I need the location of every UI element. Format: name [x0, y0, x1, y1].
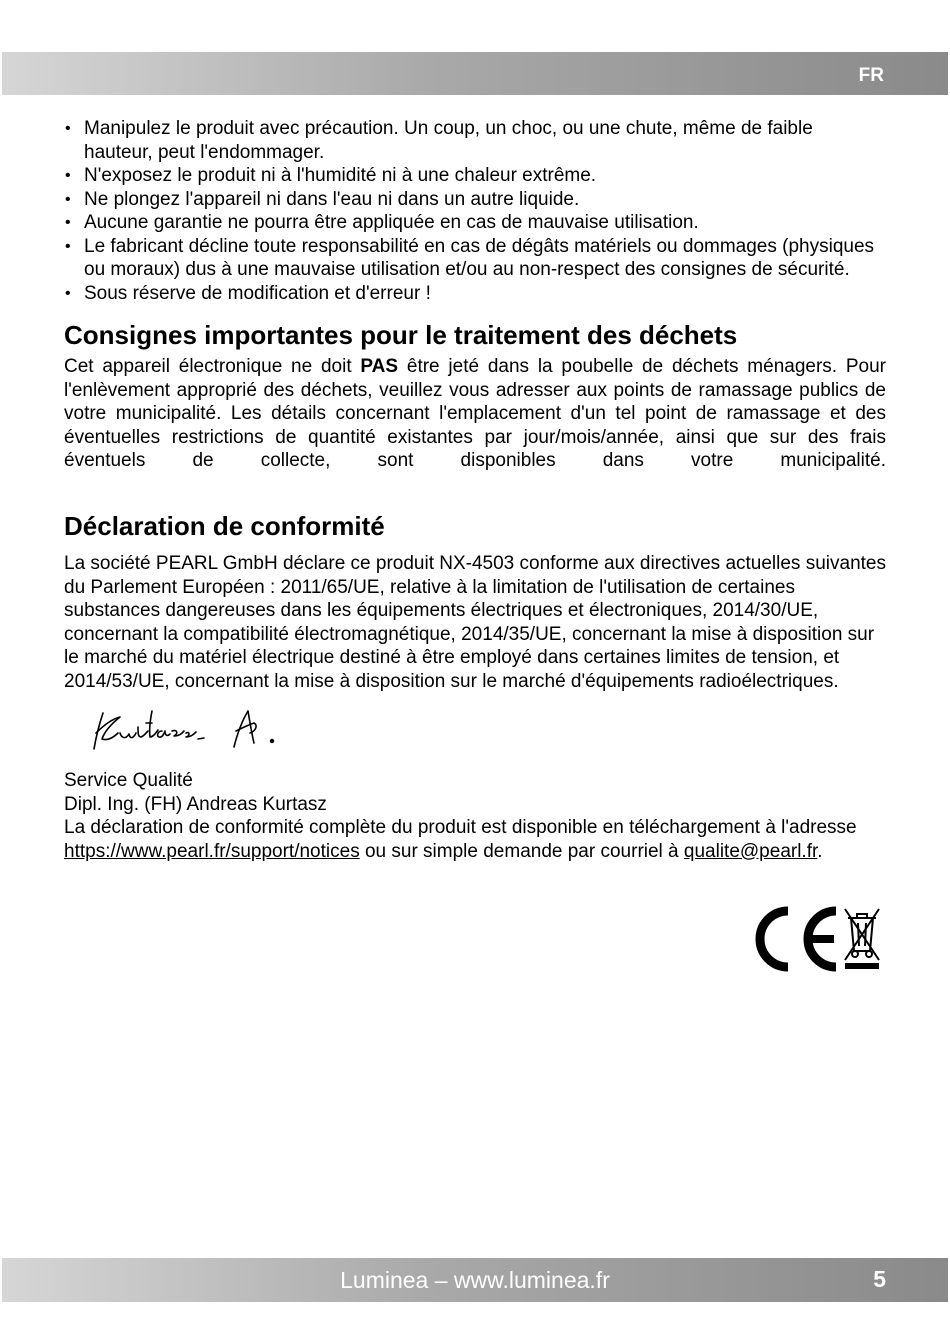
bullet-icon: • [65, 120, 71, 137]
header-bar [2, 52, 948, 95]
email-link[interactable]: qualite@pearl.fr [683, 840, 818, 862]
signatory-role: Service Qualité [64, 770, 193, 791]
page-content [64, 117, 886, 863]
bullet-icon: • [65, 214, 71, 231]
list-item: • Le fabricant décline toute responsabilité en cas de dégâts matériels ou dommages (physiques ou moraux) dus à une mauvaise utilisation et/ou au non-respect des consignes de sécurité. [65, 235, 875, 280]
waste-heading: Consignes importantes pour le traitement des déchets [64, 320, 738, 350]
list-item: • Sous réserve de modification et d'erreur ! [65, 282, 431, 304]
signature-image [86, 703, 326, 763]
conformity-paragraph: La société PEARL GmbH déclare ce produit NX-4503 conforme aux directives actuelles suivantes du Parlement Européen : 2011/65/UE, relative à la limitation de l'utilisation de certaines substances dangereuses dans les équipements électriques et électroniques, 2014/30/UE, concernant la compatibilité électromagnétique, 2014/35/UE, concernant la mise à disposition sur le marché du matériel électrique destiné à être employé dans certaines limites de tension, et 2014/53/UE, concernant la mise à disposition sur le marché d'équipements radioélectriques. [64, 553, 886, 692]
ce-mark-icon [760, 911, 836, 967]
download-info: La déclaration de conformité complète du produit est disponible en téléchargement à l'adresse https://www.pearl.fr/support/notices ou sur simple demande par courriel à qualite@pearl.fr. [64, 817, 857, 862]
safety-bullet-list [64, 117, 886, 305]
signatory-block [64, 769, 886, 863]
bullet-icon: • [65, 167, 71, 184]
language-label: FR [858, 65, 884, 86]
list-item: • Manipulez le produit avec précaution. Un coup, un choc, ou une chute, même de faible hauteur, peut l'endommager. [65, 118, 813, 163]
weee-bin-icon [845, 909, 879, 969]
ce-weee-marks [750, 905, 882, 973]
list-item: • Aucune garantie ne pourra être appliquée en cas de mauvaise utilisation. [65, 212, 699, 233]
signatory-name: Dipl. Ing. (FH) Andreas Kurtasz [64, 793, 327, 815]
bullet-icon: • [65, 190, 71, 208]
footer-website: Luminea – www.luminea.fr [340, 1267, 610, 1293]
signature [64, 697, 886, 769]
notices-link[interactable]: https://www.pearl.fr/support/notices [64, 840, 360, 862]
emphasis-text: PAS [360, 356, 399, 377]
page-number: 5 [873, 1266, 886, 1292]
waste-paragraph: Cet appareil électronique ne doit PAS être jeté dans la poubelle de déchets ménagers. Pour l'enlèvement approprié des déchets, veuillez vous adresser aux points de ramassage publics de votre municipalité. Les détails concernant l'emplacement d'un tel point de ramassage et des éventuelles restrictions de quantité existantes par jour/mois/année, ainsi que sur des frais éventuels de collecte, sont disponibles dans votre municipalité. [64, 356, 887, 471]
bullet-icon: • [65, 237, 71, 255]
footer-bar [2, 1258, 948, 1302]
bullet-icon: • [65, 284, 71, 302]
list-item: • N'exposez le produit ni à l'humidité ni à une chaleur extrême. [65, 165, 597, 186]
conformity-heading: Déclaration de conformité [64, 511, 385, 541]
list-item: • Ne plongez l'appareil ni dans l'eau ni dans un autre liquide. [65, 188, 580, 210]
